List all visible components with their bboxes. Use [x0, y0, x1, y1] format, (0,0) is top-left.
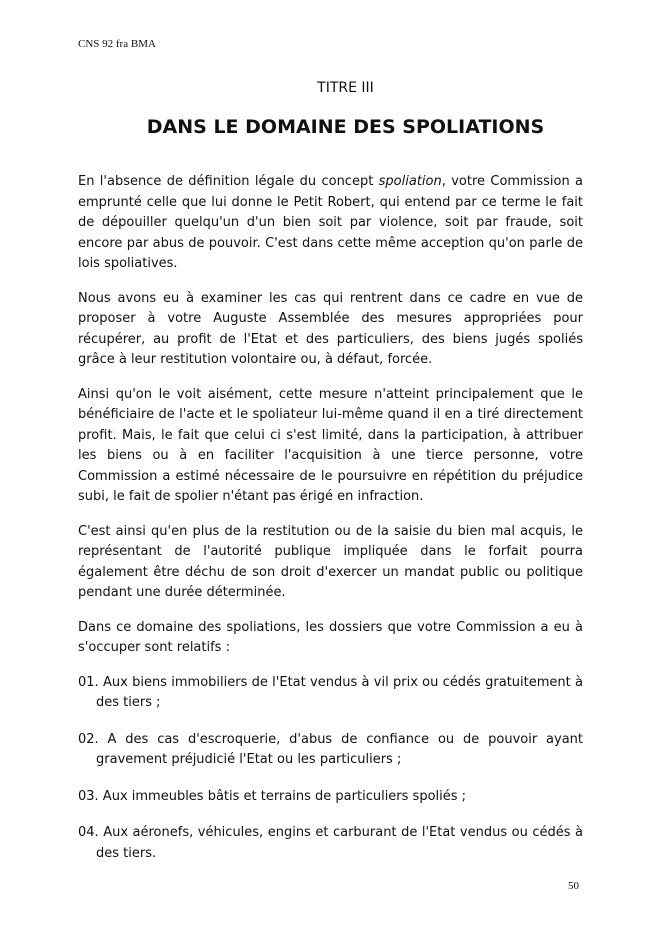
list-item-02: 02. A des cas d'escroquerie, d'abus de confiance ou de pouvoir ayant gravement préjudicié l'Etat ou les particuliers ; — [78, 731, 583, 767]
list-item-04: 04. Aux aéronefs, véhicules, engins et carburant de l'Etat vendus ou cédés à des tiers. — [78, 825, 583, 861]
list-item-01: 01. Aux biens immobiliers de l'Etat vendus à vil prix ou cédés gratuitement à des tiers ; — [78, 674, 583, 710]
list-item-03: 03. Aux immeubles bâtis et terrains de particuliers spoliés ; — [78, 788, 467, 804]
paragraph-1-end: , votre Commission a emprunté celle que lui donne le Petit Robert, qui entend par ce terme le fait de dépouiller quelqu'un d'un bien soit par violence, soit par fraude, soit encore par abus de pouvoir. C'est dans cette même acception qu'on parle de lois spoliatives. — [78, 174, 583, 271]
document-reference: CNS 92 fra BMA — [78, 38, 156, 50]
section-number: TITRE III — [317, 80, 374, 96]
paragraph-2: Nous avons eu à examiner les cas qui rentrent dans ce cadre en vue de proposer à votre Auguste Assemblée des mesures appropriées pour récupérer, au profit de l'Etat et des particuliers, des biens jugés spoliés grâce à leur restitution volontaire ou, à défaut, forcée. — [78, 290, 583, 367]
paragraph-5: Dans ce domaine des spoliations, les dossiers que votre Commission a eu à s'occuper sont relatifs : — [78, 619, 583, 655]
page-number: 50 — [568, 880, 579, 892]
body-text — [78, 172, 583, 880]
paragraph-1-start: En l'absence de définition légale du concept — [78, 174, 379, 189]
section-title: DANS LE DOMAINE DES SPOLIATIONS — [146, 116, 545, 138]
paragraph-1 — [78, 172, 583, 275]
paragraph-3: Ainsi qu'on le voit aisément, cette mesure n'atteint principalement que le bénéficiaire de l'acte et le spoliateur lui-même quand il en a tiré directement profit. Mais, le fait que celui ci s'est limité, dans la participation, à attribuer les biens ou à en faciliter l'acquisition à une tierce personne, votre Commission a estimé nécessaire de le poursuivre en répétition du préjudice subi, le fait de spolier n'étant pas érigé en infraction. — [78, 386, 583, 504]
paragraph-4: C'est ainsi qu'en plus de la restitution ou de la saisie du bien mal acquis, le représentant de l'autorité publique impliquée dans le forfait pourra également être déchu de son droit d'exercer un mandat public ou politique pendant une durée déterminée. — [78, 523, 583, 600]
paragraph-1-emphasis: spoliation — [378, 174, 442, 189]
